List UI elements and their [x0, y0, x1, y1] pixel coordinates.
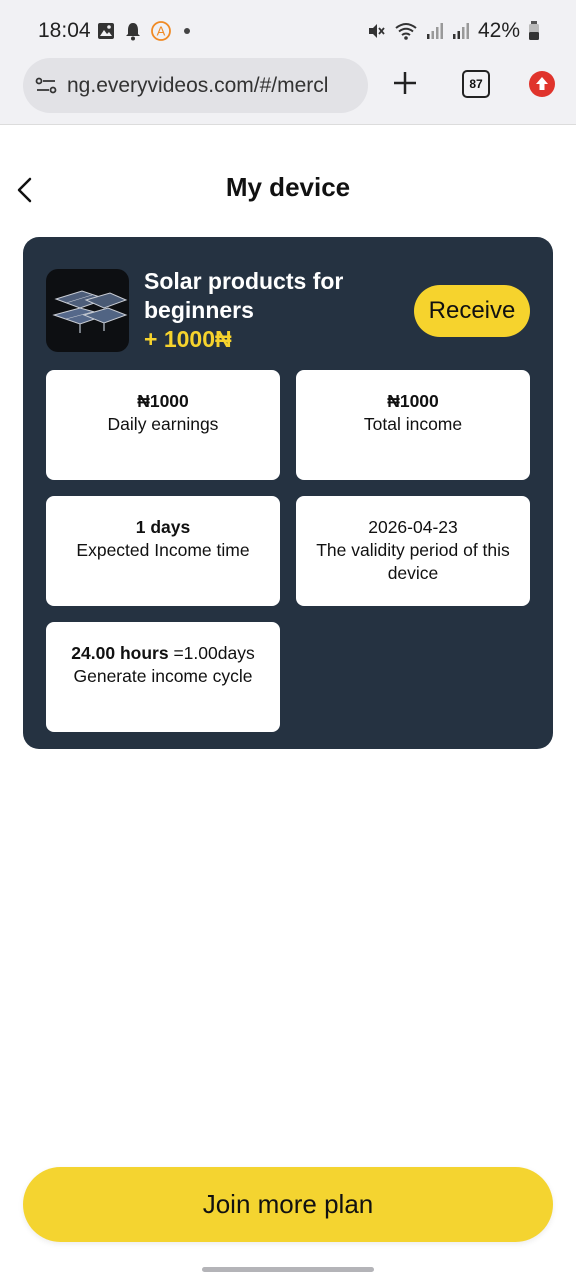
- tile-label: The validity period of this device: [316, 540, 510, 583]
- tab-switcher-button[interactable]: [462, 70, 490, 98]
- dot-icon: [180, 24, 194, 38]
- site-settings-icon[interactable]: [35, 77, 57, 95]
- status-right: [366, 19, 540, 43]
- income-cycle-tile: [46, 622, 280, 732]
- join-more-plan-button[interactable]: Join more plan: [23, 1167, 553, 1242]
- tile-value: 1 days: [135, 517, 191, 537]
- browser-toolbar: [0, 58, 576, 125]
- notification-bell-icon: [124, 21, 142, 41]
- receive-button[interactable]: Receive: [414, 285, 530, 337]
- tile-label: Expected Income time: [76, 540, 250, 560]
- product-amount: + 1000₦: [144, 326, 232, 352]
- tile-label: Daily earnings: [107, 414, 219, 434]
- device-card: [23, 237, 553, 749]
- battery-percent: 42%: [477, 19, 520, 42]
- new-tab-icon[interactable]: [390, 68, 420, 98]
- validity-period-tile: [296, 496, 530, 606]
- tile-suffix: =1.00days: [173, 643, 255, 663]
- tile-value: 24.00 hours: [71, 643, 169, 663]
- status-time: 18:04: [38, 19, 91, 42]
- tile-value: ₦1000: [137, 391, 189, 411]
- status-left-icons: [96, 20, 194, 42]
- page-title: My device: [225, 172, 351, 202]
- signal-icon: [452, 22, 470, 40]
- gallery-icon: [96, 21, 116, 41]
- solar-panel-image: [46, 269, 129, 352]
- mute-icon: [366, 21, 386, 41]
- daily-earnings-tile: [46, 370, 280, 480]
- tile-value: 2026-04-23: [368, 517, 458, 537]
- wifi-icon: [394, 21, 418, 41]
- signal-icon: [426, 22, 444, 40]
- tile-value: ₦1000: [387, 391, 439, 411]
- tab-count: 87: [469, 77, 483, 91]
- expected-income-time-tile: [46, 496, 280, 606]
- url-text[interactable]: ng.everyvideos.com/#/mercl: [67, 73, 329, 97]
- svg-text:A: A: [156, 23, 166, 39]
- total-income-tile: [296, 370, 530, 480]
- home-indicator[interactable]: [202, 1267, 374, 1272]
- tile-value-row: [46, 642, 280, 665]
- a-circle-icon: [150, 20, 172, 42]
- battery-icon: [528, 21, 540, 41]
- address-bar[interactable]: [23, 58, 368, 113]
- product-name: Solar products for beginners: [144, 268, 344, 323]
- tile-label: Total income: [363, 414, 463, 434]
- update-icon[interactable]: [529, 71, 555, 97]
- status-bar: [0, 0, 576, 58]
- tile-label: Generate income cycle: [73, 666, 253, 686]
